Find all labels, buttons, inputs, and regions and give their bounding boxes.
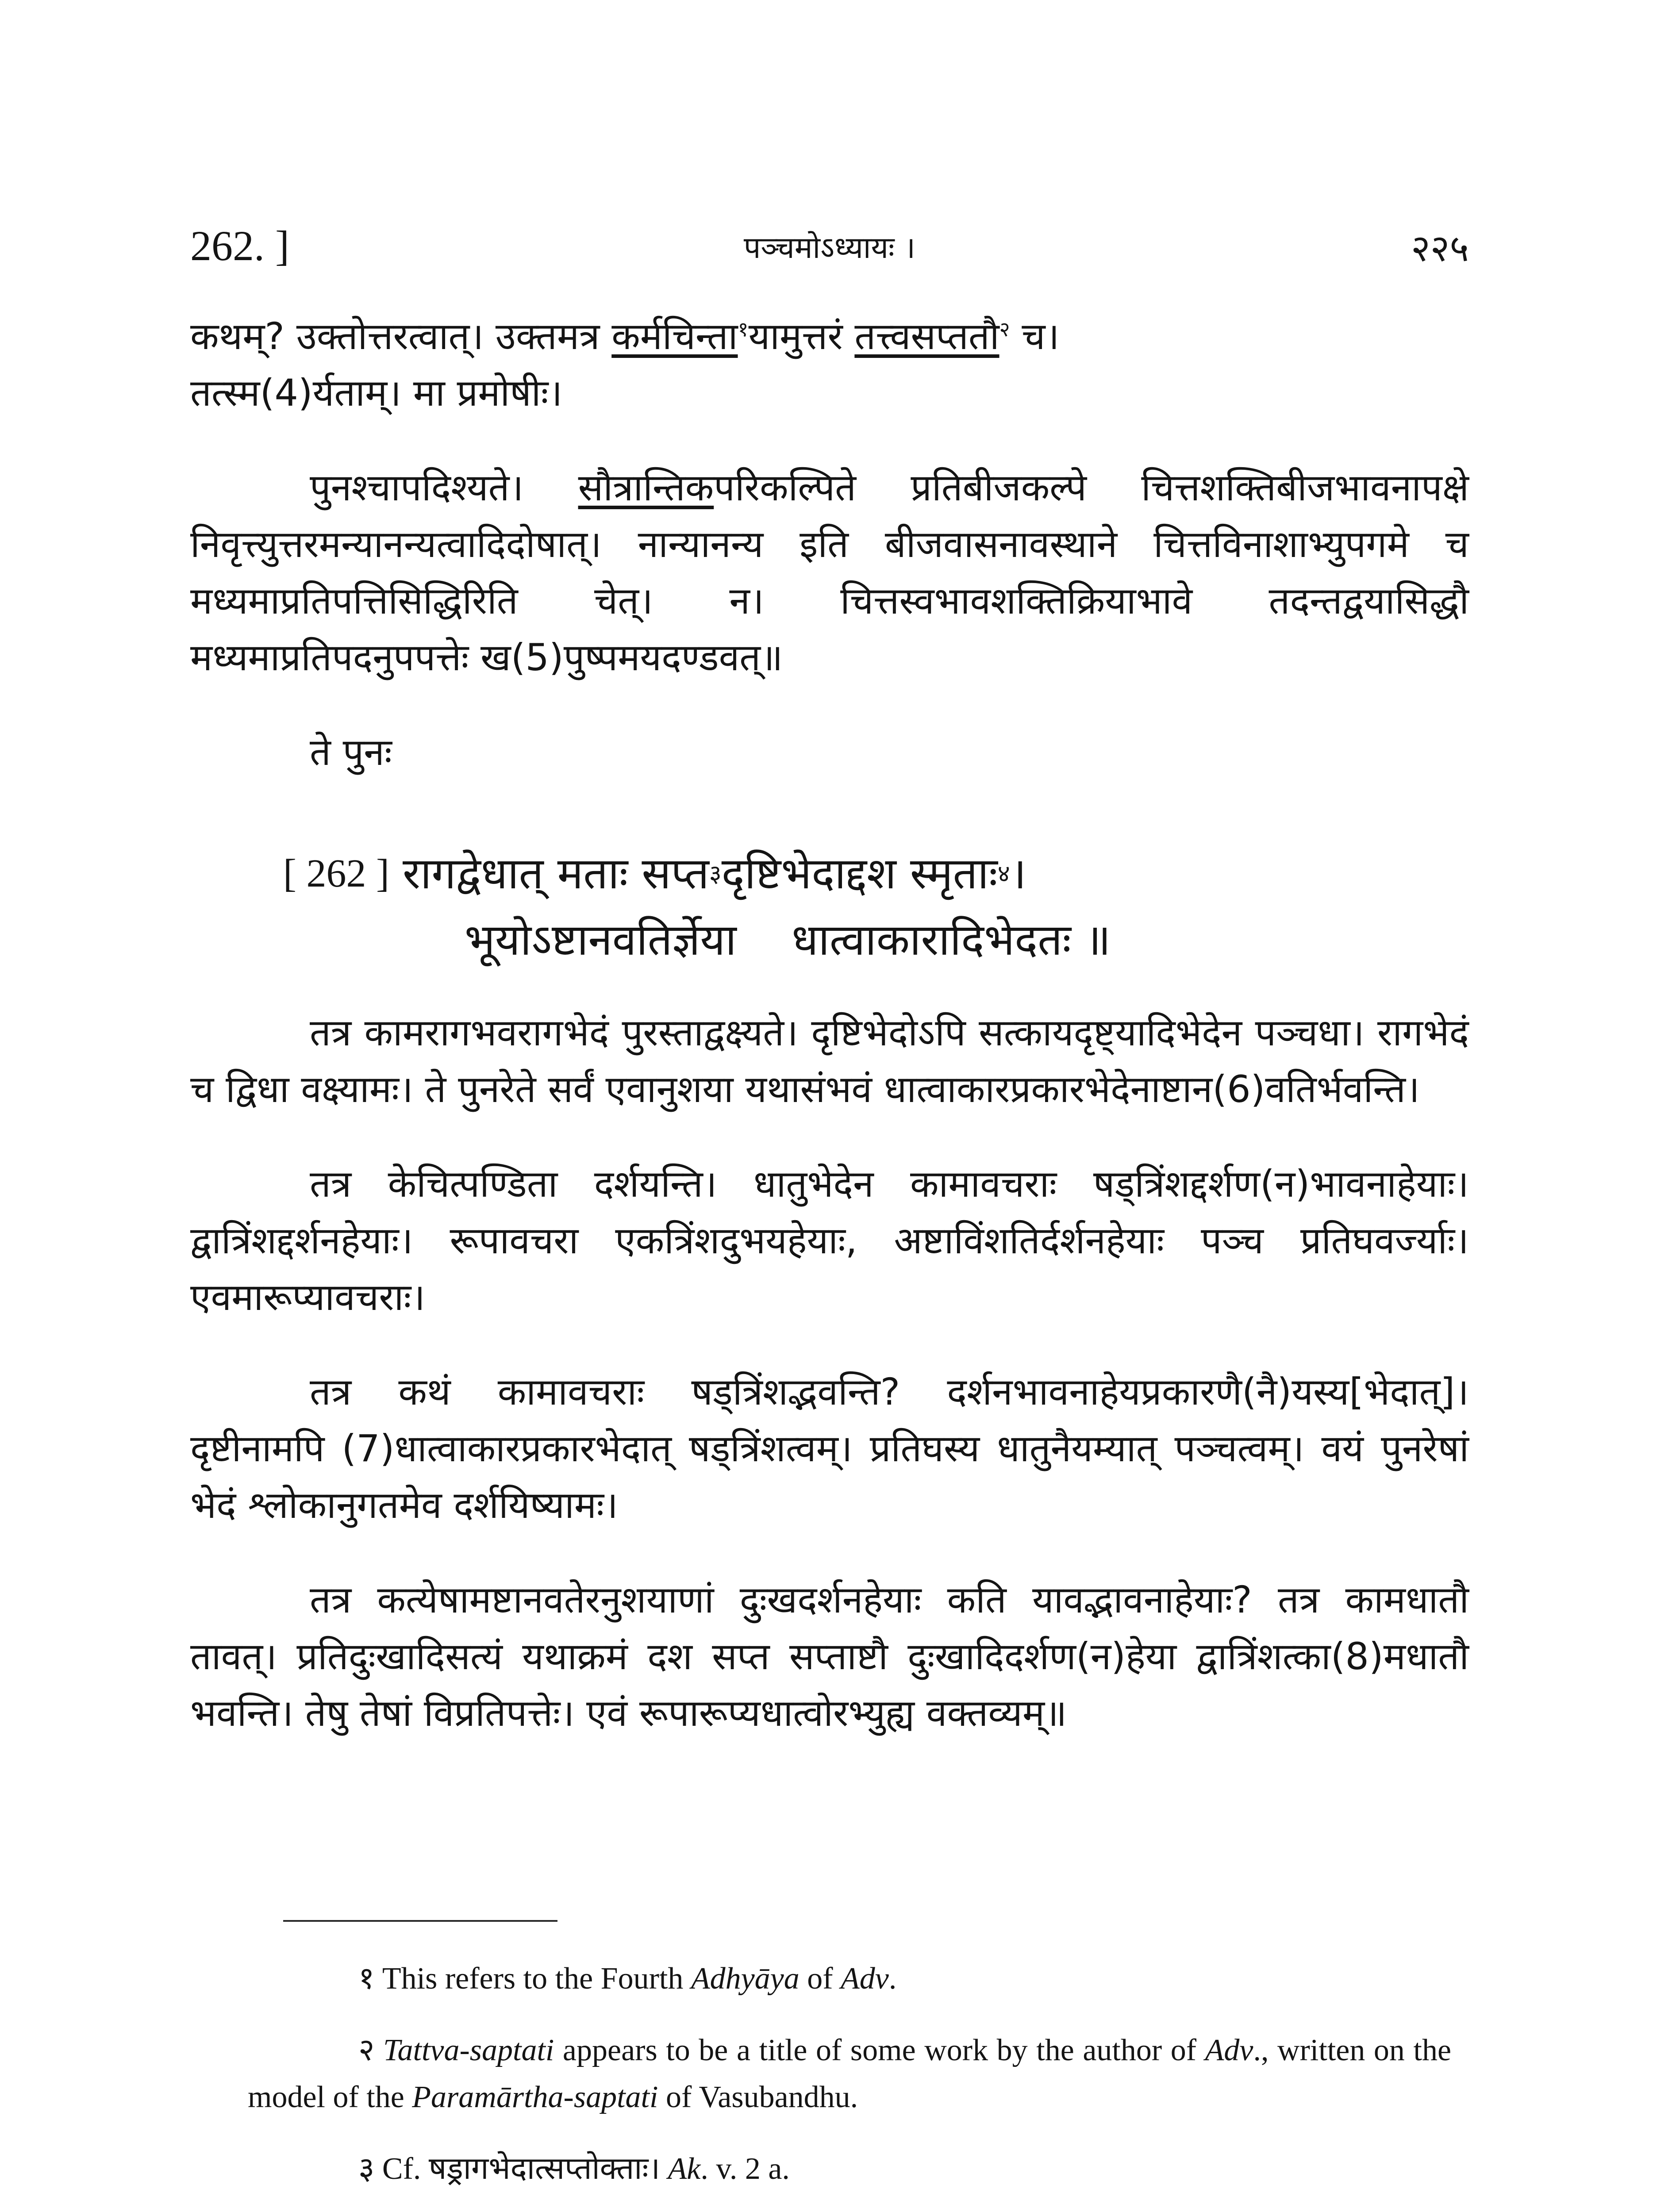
footnote-2-text2: ., written on the model of the (248, 2033, 1452, 2114)
footnote-2-mark: २ (358, 2033, 375, 2067)
page-number: 262. ] (190, 222, 289, 269)
footnote-mark-3: ३ (709, 860, 722, 887)
main-text (190, 301, 1469, 818)
paragraph-4: तत्र कामरागभवरागभेदं पुरस्ताद्वक्ष्यते। दृष्टिभेदोऽपि सत्कायदृष्ट्यादिभेदेन पञ्चधा। रागभेदं च द्विधा वक्ष्यामः। ते पुनरेते सर्वं एवानुशया यथासंभवं धात्वाकारप्रकारभेदेनाष्टान(6)वतिर्भवन्ति। (190, 1011, 1469, 1111)
para1-line1-b: यामुत्तरं (748, 315, 855, 358)
para1-line1-a: कथम्? उक्तोत्तरत्वात्। उक्तमत्र (190, 315, 612, 358)
footnotes (248, 1955, 1451, 2212)
paragraph-1 (190, 301, 1469, 421)
footnote-1-end: . (888, 1962, 897, 1996)
verse-line-2 (465, 907, 1301, 973)
para2-text: परिकल्पिते प्रतिबीजकल्पे चित्तशक्तिबीजभावनापक्षे निवृत्त्युत्तरमन्यानन्यत्वादिदोषात्। नान्यानन्य इति बीजवासनावस्थाने चित्तविनाशाभ्युपगमे च मध्यमाप्रतिपत्तिसिद्धिरिति चेत्। न। चित्तस्वभावशक्तिक्रियाभावे तदन्तद्वयासिद्धौ मध्यमाप्रतिपदनुपपत्तेः ख(5)पुष्पमयदण्डवत्॥ (190, 466, 1469, 679)
paragraph-5: तत्र केचित्पण्डिता दर्शयन्ति। धातुभेदेन कामावचराः षड्त्रिंशद्दर्शण(न)भावनाहेयाः। द्वात्रिंशद्दर्शनहेयाः। रूपावचरा एकत्रिंशदुभयहेयाः, अष्टाविंशतिर्दर्शनहेयाः पञ्च प्रतिघवर्ज्याः। एवमारूप्यावचराः। (190, 1162, 1469, 1319)
verse-line1-text: रागद्वेधात् मताः सप्त (402, 849, 709, 899)
footnote-1-adhyaya: Adhyāya (691, 1962, 799, 1996)
footnote-2-text3: of Vasubandhu. (658, 2080, 858, 2114)
para1-line1-c: च। (1010, 315, 1060, 358)
main-text-continued (190, 1004, 1469, 1779)
sautrantika-term: सौत्रान्तिक (578, 466, 714, 509)
paragraph-6: तत्र कथं कामावचराः षड्त्रिंशद्भवन्ति? दर्शनभावनाहेयप्रकारणै(नै)यस्य[भेदात्]। दृष्टीनामपि (7)धात्वाकारप्रकारभेदात् षड्त्रिंशत्वम्। प्रतिघस्य धातुनैयम्यात् पञ्चत्वम्। वयं पुनरेषां भेदं श्लोकानुगतमेव दर्शयिष्यामः। (190, 1370, 1469, 1527)
verse-line2-text: भूयोऽष्टानवतिर्ज्ञेया धात्वाकारादिभेदतः ॥ (465, 915, 1111, 965)
running-header (190, 221, 1469, 274)
verse-line1-text-b: दृष्टिभेदाद्दश स्मृताः (721, 849, 998, 899)
footnote-1-adv: Adv (841, 1962, 889, 1996)
tattvasaptati-reference: तत्त्वसप्ततौ (854, 315, 999, 358)
paragraph-3: ते पुनः (310, 730, 392, 774)
footnote-3-text: Cf. षड्रागभेदात्सप्तोक्ताः। (374, 2152, 668, 2186)
verse-262 (283, 841, 1301, 973)
footnote-1-mark: १ (358, 1962, 375, 1996)
footnote-divider (283, 1920, 557, 1922)
footnote-3-ak: Ak (668, 2152, 701, 2186)
paragraph-7: तत्र कत्येषामष्टानवतेरनुशयाणां दुःखदर्शनहेयाः कति यावद्भावनाहेयाः? तत्र कामधातौ तावत्। प्रतिदुःखादिसत्यं यथाक्रमं दश सप्त सप्ताष्टौ दुःखादिदर्शण(न)हेया द्वात्रिंशत्का(8)मधातौ भवन्ति। तेषु तेषां विप्रतिपत्तेः। एवं रूपारूप्यधात्वोरभ्युह्य वक्तव्यम्॥ (190, 1578, 1469, 1735)
paragraph-2 (190, 459, 1469, 686)
footnote-2-adv: Adv (1205, 2033, 1253, 2067)
footnote-2 (248, 2027, 1451, 2121)
footnote-mark-2: २ (999, 317, 1010, 341)
footnote-3-mark: ३ (358, 2152, 375, 2186)
footnote-1-text: This refers to the Fourth (374, 1962, 691, 1996)
karmacinta-reference: कर्मचिन्ता (611, 315, 738, 358)
verse-number: [ 262 ] (283, 852, 389, 895)
para1-line2: तत्स्म(4)र्यताम्। मा प्रमोषीः। (190, 371, 563, 415)
footnote-2-text: appears to be a title of some work by the author of (554, 2033, 1205, 2067)
footnote-2-paramartha: Paramārtha-saptati (412, 2080, 658, 2114)
footnote-3-text2: . v. 2 a. (700, 2152, 790, 2186)
footnote-mark-1: १ (738, 317, 749, 341)
footnote-mark-4: ४ (997, 860, 1010, 887)
footnote-2-tattva-saptati: Tattva-saptati (383, 2033, 554, 2067)
footnote-1-text2: of (799, 1962, 841, 1996)
chapter-title: पञ्चमोऽध्यायः । (743, 230, 916, 265)
footnote-3 (248, 2146, 1451, 2193)
verse-line1-end: । (1010, 849, 1026, 899)
footnote-1 (248, 1955, 1451, 2002)
verse-line-1 (283, 841, 1301, 907)
para2-start: पुनश्चापदिश्यते। (310, 466, 578, 509)
devanagari-page-number: २२५ (1411, 227, 1469, 270)
